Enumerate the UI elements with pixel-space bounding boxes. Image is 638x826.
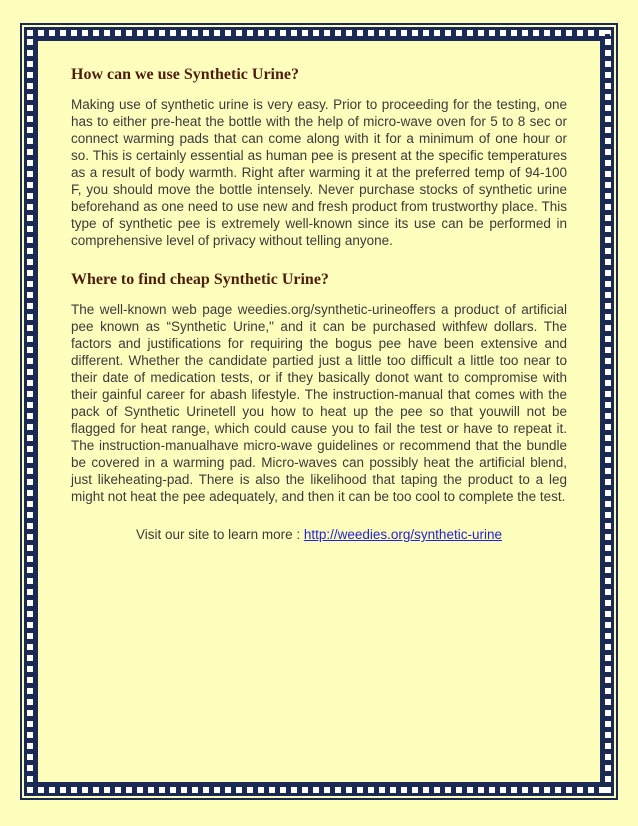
checker-strip-bottom — [27, 787, 611, 793]
section-heading: Where to find cheap Synthetic Urine? — [71, 271, 329, 288]
decorative-frame — [20, 23, 618, 800]
section-heading: How can we use Synthetic Urine? — [71, 66, 299, 83]
footer-prefix-text: Visit our site to learn more : — [136, 527, 304, 542]
footer-site-link[interactable]: http://weedies.org/synthetic-urine — [303, 527, 502, 542]
frame-checkered-band — [24, 27, 614, 796]
section-how-to-use — [71, 65, 567, 249]
footer-line — [71, 526, 567, 543]
section-body: The well-known web page weedies.org/synthetic-urineoffers a product of artificial pee known as “Synthetic Urine," and it can be purchased withfew dollars. The factors and justifications for requiring the bogus pee have been extensive and different. Whether the candidate partied just a little too difficult a little too near to their date of medication tests, or if they basically donot want to compromise with their gainful career for abash lifestyle. The instruction-manual that comes with the pack of Synthetic Urinetell you how to heat up the pee so that youwill not be flagged for heat range, which could cause you to fail the test or have to repeat it. The instruction-manualhave micro-wave guidelines or recommend that the bundle be covered in a warming pad. Micro-waves can possibly heat the artificial blend, just likeheating-pad. There is also the likelihood that taping the product to a leg might not heat the pee adequately, and then it can be too cool to complete the test. — [71, 302, 567, 504]
document-content — [36, 39, 602, 784]
section-where-to-find — [71, 270, 567, 505]
checker-strip-left — [27, 30, 33, 793]
checker-strip-top — [27, 30, 611, 36]
frame-outer-line — [20, 23, 618, 800]
checker-strip-right — [605, 30, 611, 793]
section-body: Making use of synthetic urine is very easy. Prior to proceeding for the testing, one has to either pre-heat the bottle with the help of micro-wave oven for 5 to 8 sec or connect warming pads that can come along with it for a minimum of one hour or so. This is certainly essential as human pee is present at the specific temperatures as a result of body warmth. Right after warming it at the preferred temp of 94-100 F, you should move the bottle intensely. Never purchase stocks of synthetic urine beforehand as one need to use new and fresh product from trustworthy place. This type of synthetic pee is extremely well-known since its use can be performed in comprehensive level of privacy without telling anyone. — [71, 97, 567, 248]
